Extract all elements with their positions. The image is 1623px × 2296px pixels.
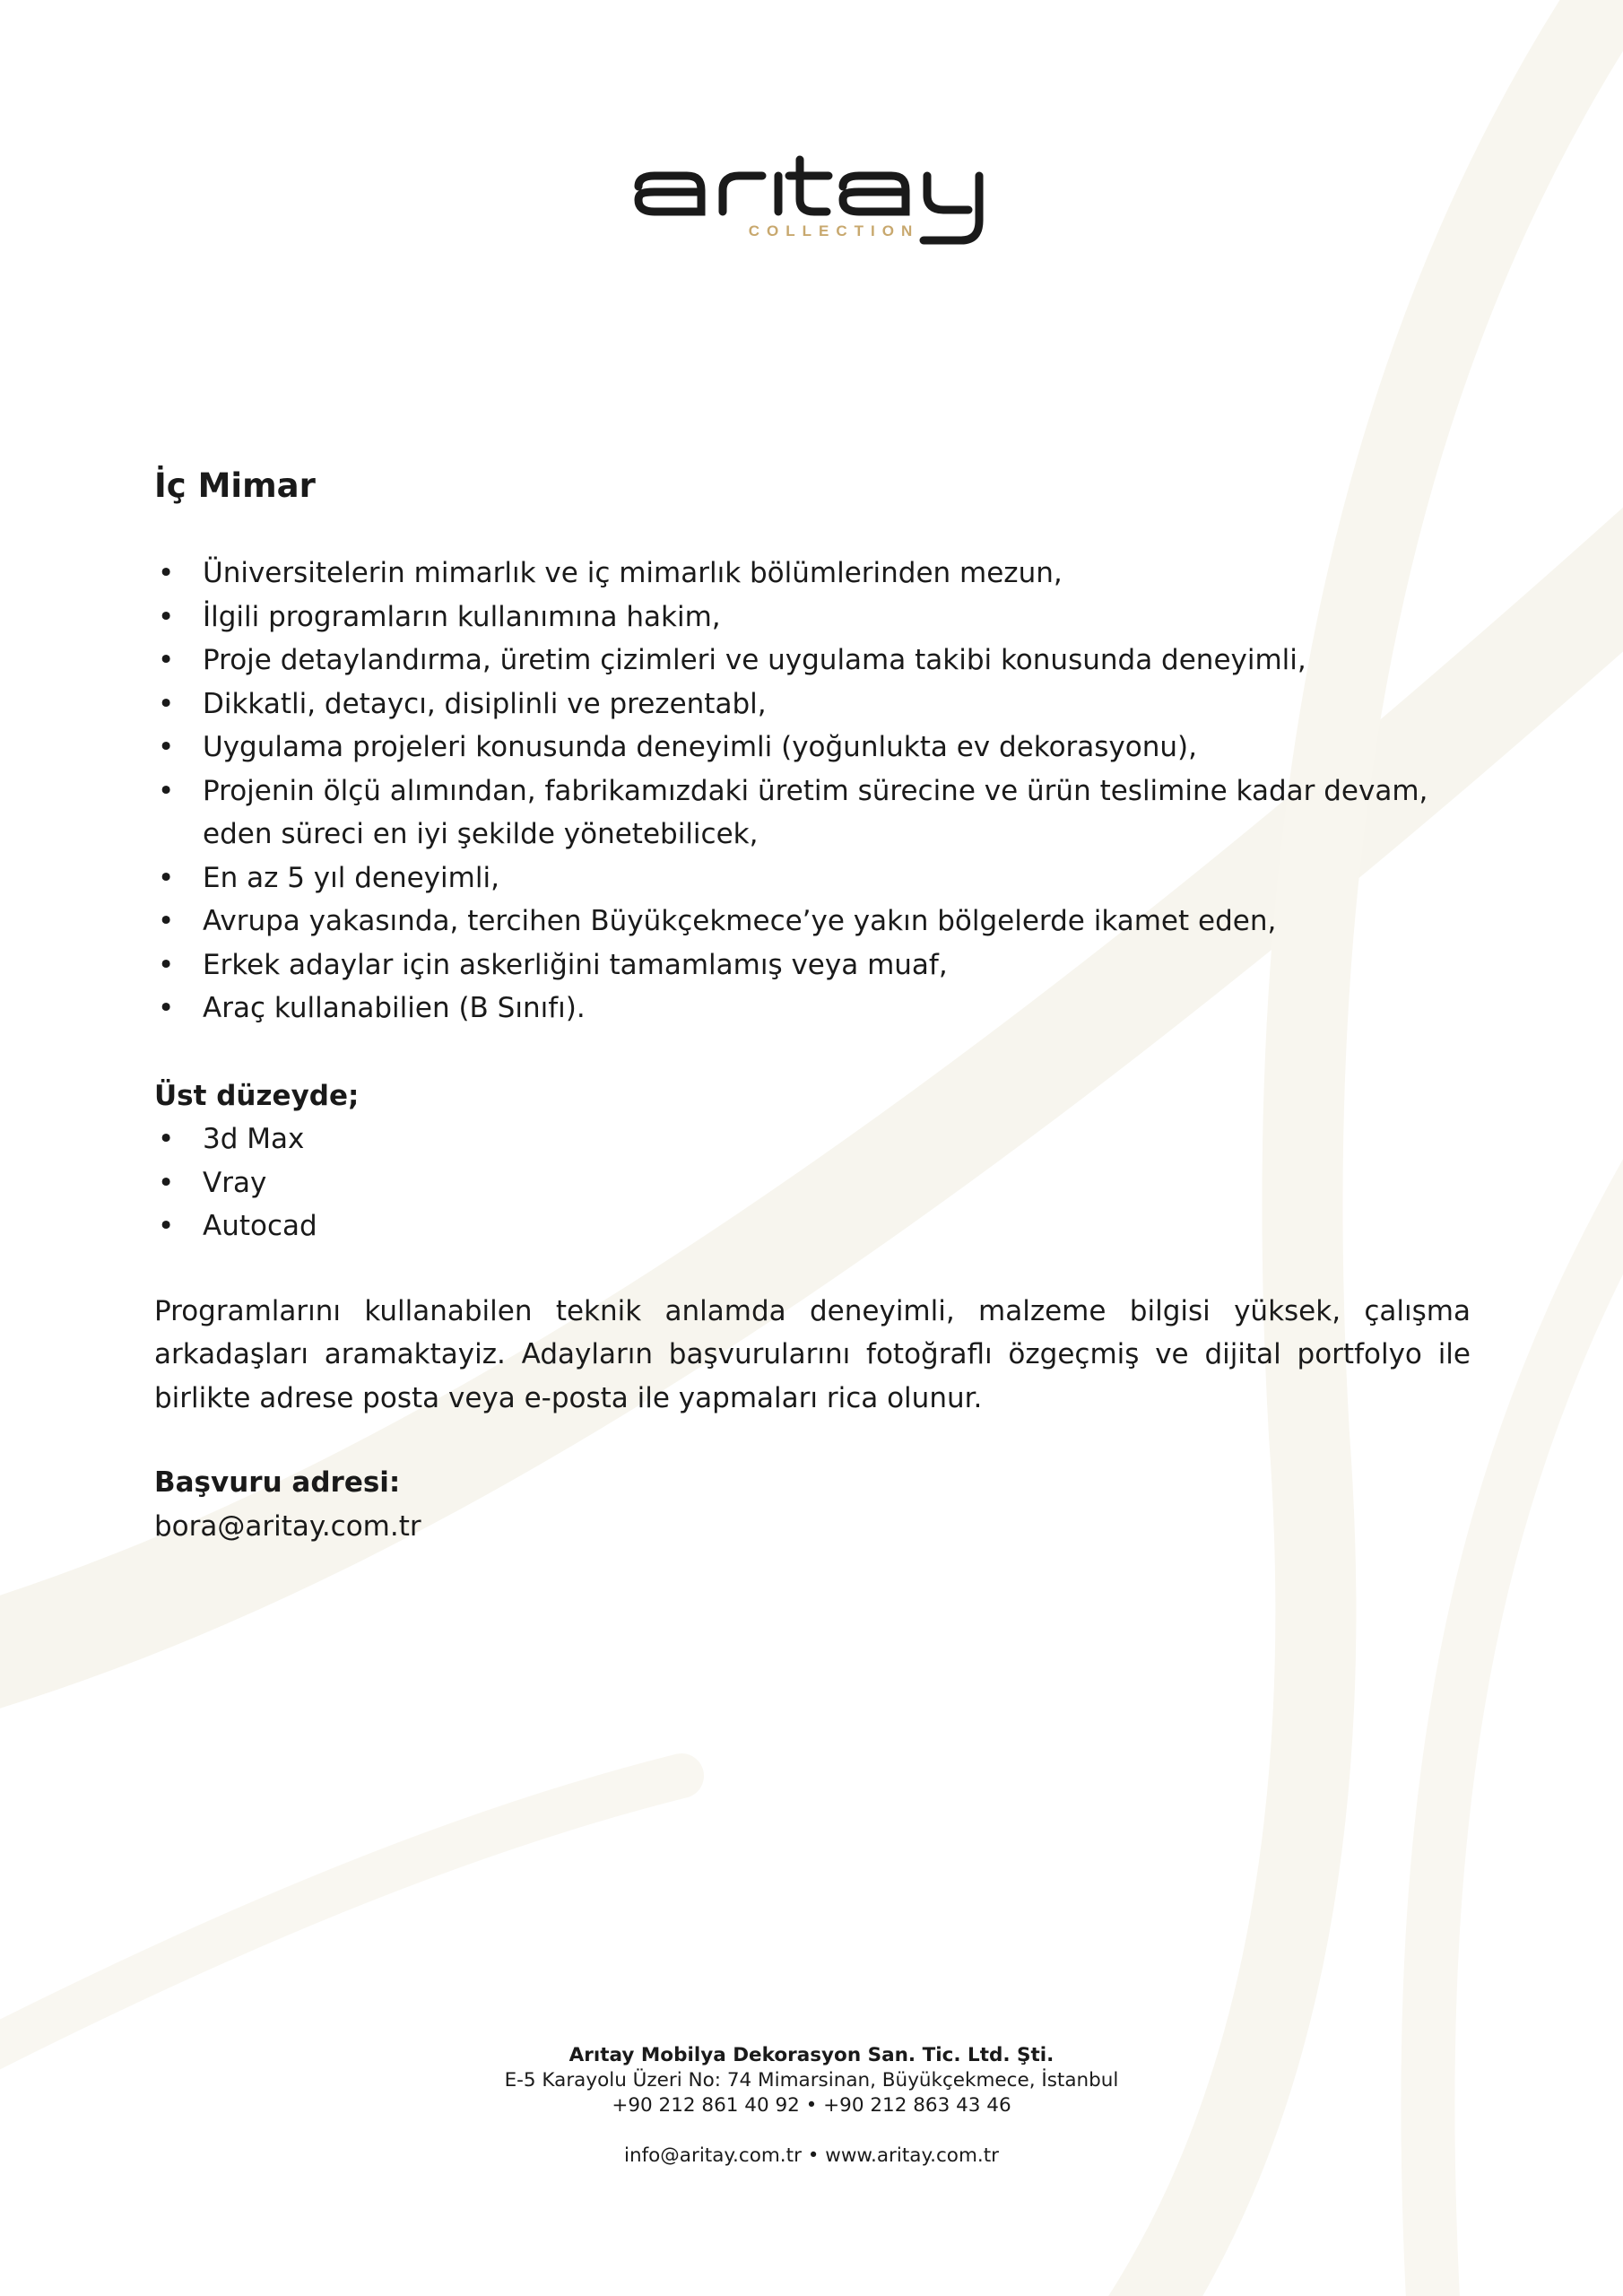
aritay-logo	[628, 144, 1004, 251]
list-item: • En az 5 yıl deneyimli,	[154, 857, 1471, 900]
footer-address: E-5 Karayolu Üzeri No: 74 Mimarsinan, Büyükçekmece, İstanbul	[504, 2069, 1119, 2092]
list-item: • Araç kullanabilien (B Sınıfı).	[154, 987, 1471, 1031]
list-item: • Projenin ölçü alımından, fabrikamızdaki üretim sürecine ve ürün teslimine kadar devam, eden süreci en iyi şekilde yönetebilicek,	[154, 770, 1471, 857]
requirements-list	[154, 552, 1471, 1031]
list-item: • Autocad	[154, 1205, 1471, 1248]
watermark-stroke-lower	[0, 1776, 681, 2081]
list-item: • Proje detaylandırma, üretim çizimleri ve uygulama takibi konusunda deneyimli,	[154, 639, 1471, 683]
description-paragraph: Programlarını kullanabilen teknik anlamda deneyimli, malzeme bilgisi yüksek, çalışma arkadaşları aramaktayiz. Adayların başvurularını fotoğraflı özgeçmiş ve dijital portfolyo ile birlikte adrese posta veya e-posta ile yapmaları rica olunur.	[154, 1294, 1471, 1414]
software-heading: Üst düzeyde;	[154, 1079, 360, 1112]
list-item: • Vray	[154, 1161, 1471, 1205]
logo-tagline: COLLECTION	[748, 222, 920, 239]
list-item: • Avrupa yakasında, tercihen Büyükçekmece’ye yakın bölgelerde ikamet eden,	[154, 900, 1471, 944]
apply-email[interactable]: bora@aritay.com.tr	[154, 1509, 421, 1543]
footer-phones: +90 212 861 40 92 • +90 212 863 43 46	[612, 2094, 1011, 2117]
list-item: • Üniversitelerin mimarlık ve iç mimarlık bölümlerinden mezun,	[154, 552, 1471, 596]
list-item: • 3d Max	[154, 1118, 1471, 1161]
page-title: İç Mimar	[154, 466, 316, 505]
apply-heading: Başvuru adresi:	[154, 1466, 401, 1499]
footer-contact[interactable]: info@aritay.com.tr • www.aritay.com.tr	[623, 2144, 999, 2167]
software-list	[154, 1118, 1471, 1248]
list-item: • İlgili programların kullanımına hakim,	[154, 596, 1471, 639]
footer-company: Arıtay Mobilya Dekorasyon San. Tic. Ltd. Şti.	[568, 2044, 1055, 2066]
footer	[0, 2043, 1623, 2169]
list-item: • Erkek adaylar için askerliğini tamamlamış veya muaf,	[154, 944, 1471, 987]
job-posting	[154, 466, 1471, 1548]
list-item: • Dikkatli, detaycı, disiplinli ve prezentabl,	[154, 683, 1471, 726]
list-item: • Uygulama projeleri konusunda deneyimli (yoğunlukta ev dekorasyonu),	[154, 726, 1471, 770]
